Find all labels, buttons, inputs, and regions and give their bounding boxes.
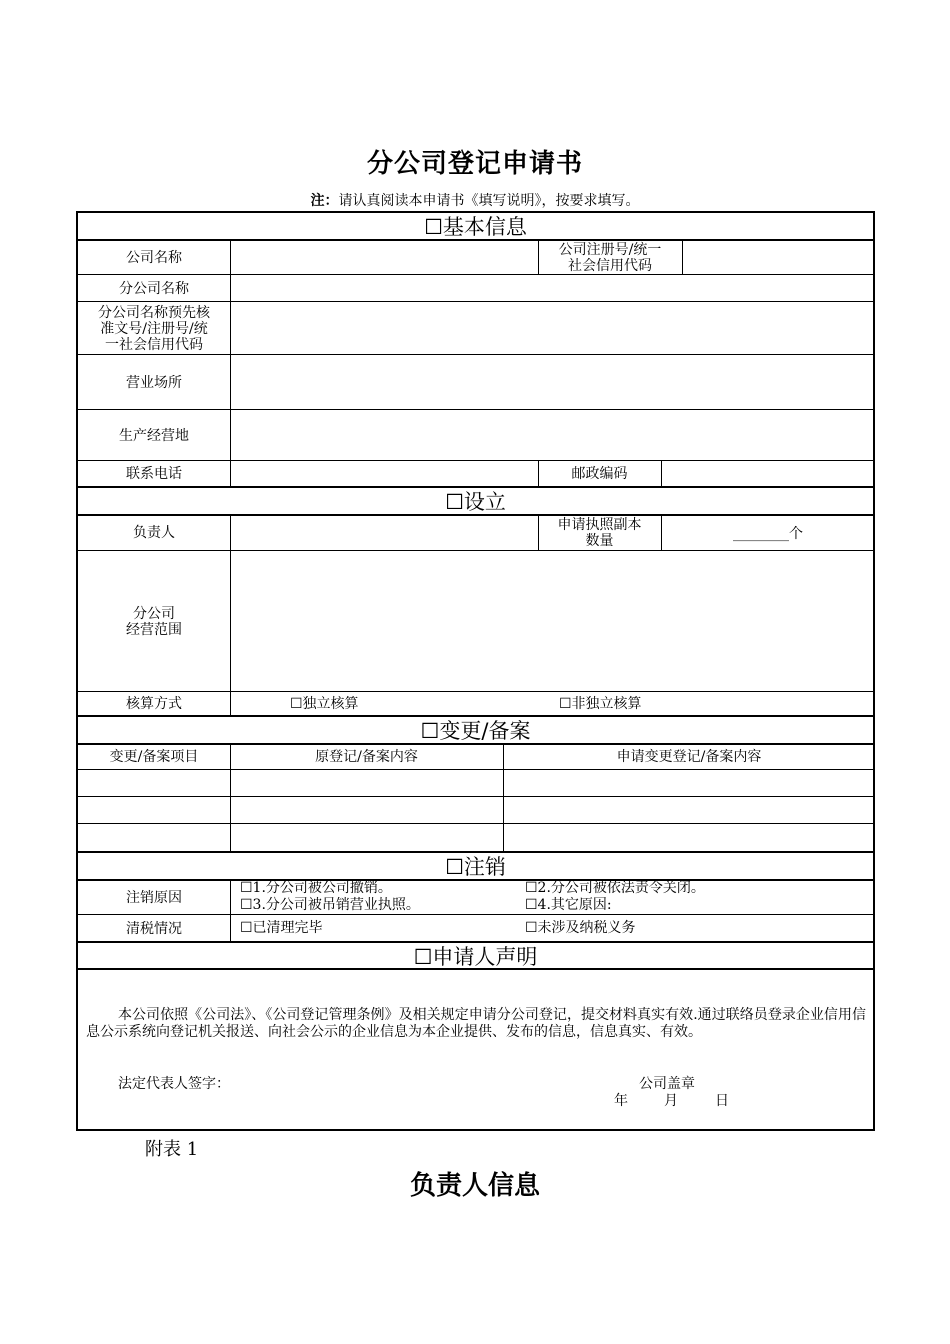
label-business-scope: 分公司 经营范围: [126, 605, 182, 638]
form-note: 注：请认真阅读本申请书《填写说明》，按要求填写。: [310, 193, 640, 209]
label-production-site: 生产经营地: [119, 427, 189, 444]
label-branch-name: 分公司名称: [119, 280, 189, 297]
appendix-title: 负责人信息: [409, 1171, 540, 1201]
label-company-reg-no: 公司注册号/统一 社会信用代码: [558, 241, 662, 274]
label-cancel-reason: 注销原因: [126, 889, 182, 906]
label-phone: 联系电话: [126, 466, 182, 482]
signature-label: 法定代表人签字：: [118, 1076, 230, 1092]
label-branch-preapproval: 分公司名称预先核 准文号/注册号/统 一社会信用代码: [98, 304, 210, 353]
section-cancel: ☐注销: [445, 855, 506, 879]
header-new-content: 申请变更登记/备案内容: [616, 749, 762, 765]
checkbox-reason-1[interactable]: ☐1.分公司被公司撤销。: [240, 880, 392, 896]
section-change: ☐变更/备案: [420, 719, 531, 743]
license-copies-field[interactable]: ________个: [733, 526, 803, 542]
checkbox-tax-cleared[interactable]: ☐已清理完毕: [240, 920, 323, 936]
label-company-name: 公司名称: [126, 249, 182, 266]
checkbox-tax-none[interactable]: ☐未涉及纳税义务: [525, 920, 636, 936]
label-business-place: 营业场所: [126, 374, 182, 391]
appendix-label: 附表 1: [145, 1139, 199, 1160]
form-title: 分公司登记申请书: [366, 149, 583, 179]
section-declaration: ☐申请人声明: [413, 944, 538, 969]
section-setup: ☐设立: [445, 490, 506, 514]
date-day: 日: [715, 1093, 729, 1109]
section-basic-info: ☐基本信息: [424, 215, 527, 239]
label-postal-code: 邮政编码: [571, 466, 628, 482]
checkbox-non-independent[interactable]: ☐非独立核算: [559, 696, 642, 712]
label-tax-status: 清税情况: [126, 920, 182, 937]
seal-label: 公司盖章: [639, 1076, 695, 1092]
label-person-in-charge: 负责人: [133, 525, 175, 541]
date-year: 年: [614, 1093, 628, 1109]
header-change-item: 变更/备案项目: [109, 749, 199, 765]
checkbox-reason-4[interactable]: ☐4.其它原因:: [525, 897, 612, 913]
declaration-text: 本公司依照《公司法》、《公司登记管理条例》及相关规定申请分公司登记，提交材料真实有效.通过联络员登录企业信用信息公示系统向登记机关报送、向社会公示的企业信息为本企业提供、发布的信息，信息真实、有效。: [86, 1007, 866, 1040]
checkbox-reason-2[interactable]: ☐2.分公司被依法责令关闭。: [525, 880, 705, 896]
label-license-copies: 申请执照副本 数量: [557, 517, 642, 549]
label-accounting: 核算方式: [126, 696, 182, 712]
checkbox-independent[interactable]: ☐独立核算: [290, 696, 359, 712]
date-month: 月: [664, 1093, 678, 1109]
header-original-content: 原登记/备案内容: [315, 749, 418, 765]
checkbox-reason-3[interactable]: ☐3.分公司被吊销营业执照。: [240, 897, 420, 913]
